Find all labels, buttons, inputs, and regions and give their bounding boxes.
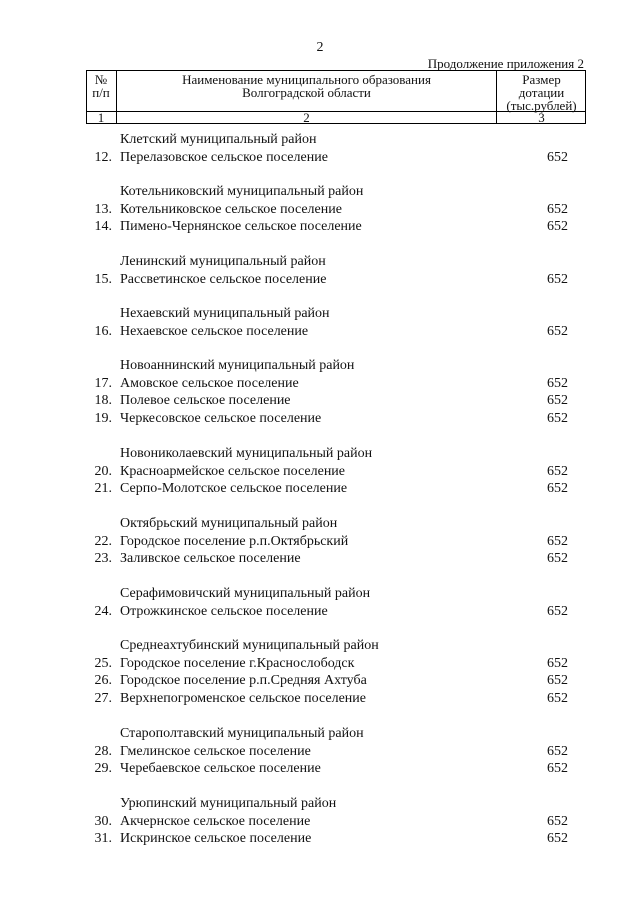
header-number-column: № п/п xyxy=(92,72,110,100)
subsidy-value: 652 xyxy=(547,551,568,567)
row-number: 27. xyxy=(94,690,112,706)
row-number: 24. xyxy=(94,603,112,619)
table-row xyxy=(0,219,640,236)
table-row xyxy=(0,464,640,481)
settlement-name: Пимено-Чернянское сельское поселение xyxy=(120,219,362,235)
table-row xyxy=(0,673,640,690)
settlement-name: Искринское сельское поселение xyxy=(120,831,312,847)
settlement-name: Черкесовское сельское поселение xyxy=(120,410,322,426)
settlement-name: Черебаевское сельское поселение xyxy=(120,761,321,777)
settlement-name: Котельниковское сельское поселение xyxy=(120,201,342,217)
table-row xyxy=(0,481,640,498)
settlement-name: Верхнепогроменское сельское поселение xyxy=(120,690,366,706)
row-number: 25. xyxy=(94,655,112,671)
row-number: 14. xyxy=(94,219,112,235)
subsidy-value: 652 xyxy=(547,201,568,217)
settlement-name: Отрожкинское сельское поселение xyxy=(120,603,328,619)
settlement-name: Городское поселение р.п.Октябрьский xyxy=(120,533,349,549)
table-row xyxy=(0,744,640,761)
district-heading: Октябрьский муниципальный район xyxy=(120,516,338,531)
row-number: 13. xyxy=(94,201,112,217)
subsidy-value: 652 xyxy=(547,655,568,671)
table-row xyxy=(0,411,640,428)
continuation-label: Продолжение приложения 2 xyxy=(427,56,584,71)
subsidy-value: 652 xyxy=(547,690,568,706)
subsidy-value: 652 xyxy=(547,149,568,165)
column-number-2: 2 xyxy=(303,110,310,125)
row-number: 16. xyxy=(94,323,112,339)
table-row xyxy=(0,604,640,621)
table-row xyxy=(0,551,640,568)
district-heading: Новониколаевский муниципальный район xyxy=(120,446,373,461)
table-row xyxy=(0,376,640,393)
subsidy-value: 652 xyxy=(547,271,568,287)
district-heading: Старополтавский муниципальный район xyxy=(120,726,364,741)
settlement-name: Полевое сельское поселение xyxy=(120,393,291,409)
district-heading: Серафимовичский муниципальный район xyxy=(120,586,371,601)
settlement-name: Гмелинское сельское поселение xyxy=(120,743,311,759)
table-header xyxy=(86,70,586,124)
table-row xyxy=(0,814,640,831)
settlement-name: Перелазовское сельское поселение xyxy=(120,149,328,165)
subsidy-value: 652 xyxy=(547,463,568,479)
row-number: 22. xyxy=(94,533,112,549)
district-heading: Новоаннинский муниципальный район xyxy=(120,358,355,373)
column-number-3: 3 xyxy=(538,110,545,125)
subsidy-value: 652 xyxy=(547,761,568,777)
settlement-name: Нехаевское сельское поселение xyxy=(120,323,309,339)
row-number: 18. xyxy=(94,393,112,409)
subsidy-value: 652 xyxy=(547,673,568,689)
subsidy-value: 652 xyxy=(547,393,568,409)
row-number: 31. xyxy=(94,831,112,847)
subsidy-value: 652 xyxy=(547,831,568,847)
district-heading: Среднеахтубинский муниципальный район xyxy=(120,638,379,653)
row-number: 26. xyxy=(94,673,112,689)
settlement-name: Красноармейское сельское поселение xyxy=(120,463,346,479)
row-number: 28. xyxy=(94,743,112,759)
header-name-column: Наименование муниципального образования Волгоградской области xyxy=(182,72,431,100)
subsidy-value: 652 xyxy=(547,533,568,549)
table-row xyxy=(0,150,640,167)
settlement-name: Амовское сельское поселение xyxy=(120,375,299,391)
row-number: 20. xyxy=(94,463,112,479)
row-number: 12. xyxy=(94,149,112,165)
table-row xyxy=(0,761,640,778)
settlement-name: Городское поселение р.п.Средняя Ахтуба xyxy=(120,673,367,689)
row-number: 17. xyxy=(94,375,112,391)
table-row xyxy=(0,393,640,410)
row-number: 15. xyxy=(94,271,112,287)
settlement-name: Акчернское сельское поселение xyxy=(120,813,311,829)
row-number: 23. xyxy=(94,551,112,567)
subsidy-value: 652 xyxy=(547,219,568,235)
subsidy-value: 652 xyxy=(547,603,568,619)
subsidy-value: 652 xyxy=(547,481,568,497)
page-number: 2 xyxy=(316,40,324,55)
row-number: 30. xyxy=(94,813,112,829)
district-heading: Котельниковский муниципальный район xyxy=(120,184,364,199)
subsidy-value: 652 xyxy=(547,375,568,391)
settlement-name: Рассветинское сельское поселение xyxy=(120,271,327,287)
column-number-1: 1 xyxy=(97,110,105,125)
row-number: 19. xyxy=(94,410,112,426)
table-row xyxy=(0,691,640,708)
district-heading: Урюпинский муниципальный район xyxy=(120,796,337,811)
subsidy-value: 652 xyxy=(547,743,568,759)
subsidy-value: 652 xyxy=(547,323,568,339)
table-row xyxy=(0,324,640,341)
table-row xyxy=(0,831,640,848)
table-row xyxy=(0,534,640,551)
settlement-name: Городское поселение г.Краснослободск xyxy=(120,655,355,671)
subsidy-value: 652 xyxy=(547,813,568,829)
row-number: 29. xyxy=(94,761,112,777)
table-row xyxy=(0,202,640,219)
settlement-name: Заливское сельское поселение xyxy=(120,551,301,567)
subsidy-value: 652 xyxy=(547,410,568,426)
district-heading: Клетский муниципальный район xyxy=(120,132,317,147)
district-heading: Нехаевский муниципальный район xyxy=(120,306,330,321)
district-heading: Ленинский муниципальный район xyxy=(120,254,326,269)
table-row xyxy=(0,656,640,673)
header-value-column: Размер дотации (тыс.рублей) xyxy=(506,72,577,113)
table-row xyxy=(0,272,640,289)
row-number: 21. xyxy=(94,481,112,497)
settlement-name: Серпо-Молотское сельское поселение xyxy=(120,481,348,497)
